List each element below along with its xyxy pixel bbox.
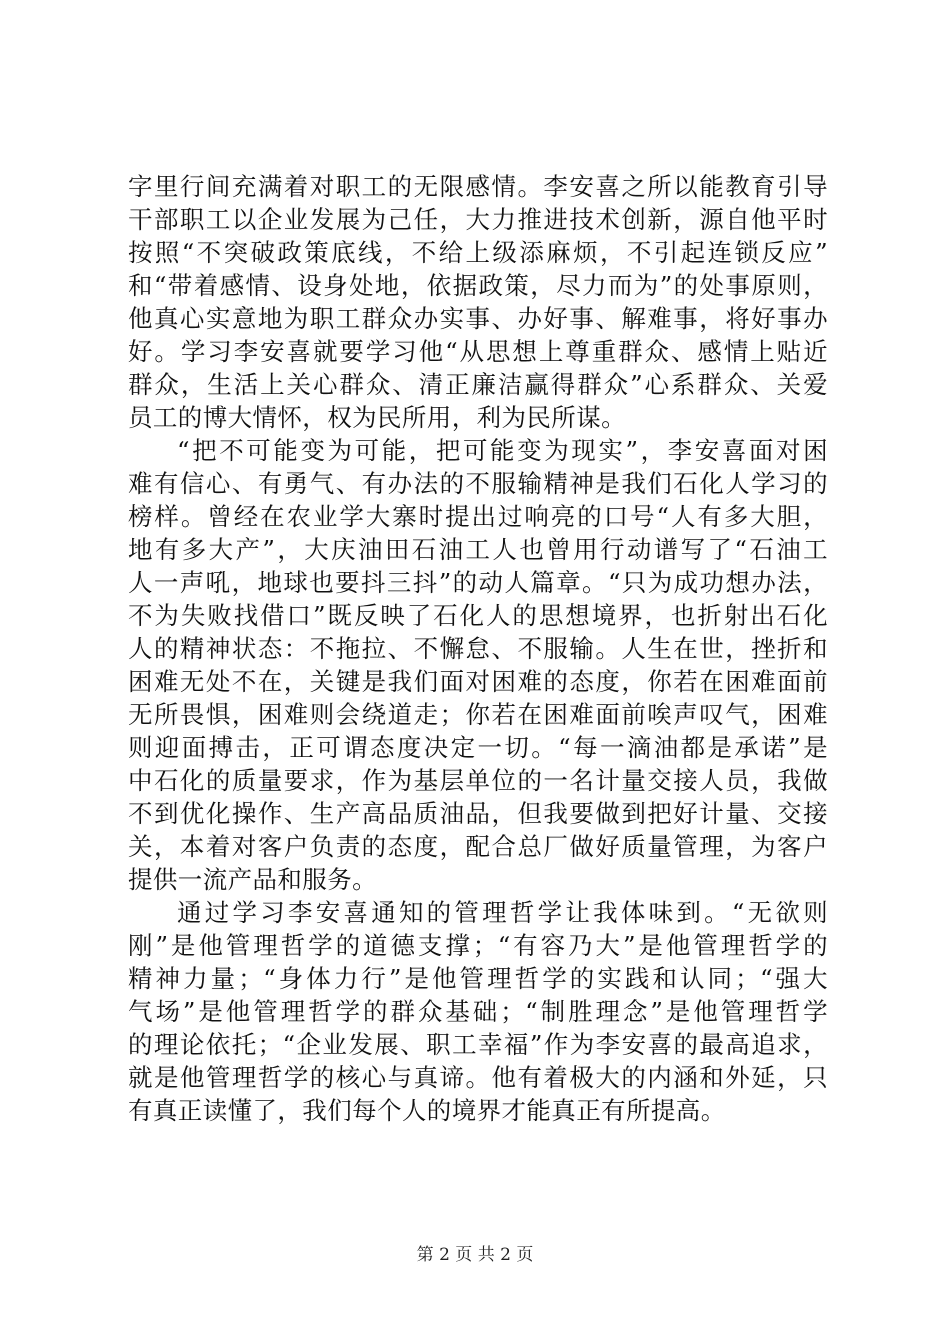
text-line: 有真正读懂了，我们每个人的境界才能真正有所提高。 xyxy=(128,1096,726,1125)
text-line: 榜样。曾经在农业学大寨时提出过响亮的口号“人有多大胆， xyxy=(128,502,828,531)
text-line: 群众，生活上关心群众、清正廉洁赢得群众”心系群众、关爱 xyxy=(128,370,828,399)
document-body xyxy=(128,170,828,1127)
text-line: 无所畏惧，困难则会绕道走；你若在困难面前唉声叹气，困难 xyxy=(128,700,828,729)
text-line: 中石化的质量要求，作为基层单位的一名计量交接人员，我做 xyxy=(128,766,828,795)
text-line: 和“带着感情、设身处地，依据政策，尽力而为”的处事原则， xyxy=(128,271,828,300)
text-line: 的理论依托；“企业发展、职工幸福”作为李安喜的最高追求， xyxy=(128,1030,828,1059)
text-line: 提供一流产品和服务。 xyxy=(128,865,377,894)
text-line: 字里行间充满着对职工的无限感情。李安喜之所以能教育引导 xyxy=(128,172,828,201)
text-line: 他真心实意地为职工群众办实事、办好事、解难事，将好事办 xyxy=(128,304,828,333)
text-line: 难有信心、有勇气、有办法的不服输精神是我们石化人学习的 xyxy=(128,469,828,498)
text-line: 气场”是他管理哲学的群众基础；“制胜理念”是他管理哲学 xyxy=(128,997,828,1026)
text-line: 则迎面搏击，正可谓态度决定一切。“每一滴油都是承诺”是 xyxy=(128,733,828,762)
paragraph-first-line: “把不可能变为可能，把可能变为现实”，李安喜面对困 xyxy=(177,436,828,465)
text-line: 人的精神状态：不拖拉、不懈怠、不服输。人生在世，挫折和 xyxy=(128,634,828,663)
text-line: 地有多大产”，大庆油田石油工人也曾用行动谱写了“石油工 xyxy=(128,535,828,564)
text-line: 不到优化操作、生产高品质油品，但我要做到把好计量、交接 xyxy=(128,799,828,828)
text-line: 困难无处不在，关键是我们面对困难的态度，你若在困难面前 xyxy=(128,667,828,696)
text-line: 精神力量；“身体力行”是他管理哲学的实践和认同；“强大 xyxy=(128,964,828,993)
text-line: 按照“不突破政策底线，不给上级添麻烦，不引起连锁反应” xyxy=(128,238,828,267)
text-line: 就是他管理哲学的核心与真谛。他有着极大的内涵和外延，只 xyxy=(128,1063,828,1092)
text-line: 人一声吼，地球也要抖三抖”的动人篇章。“只为成功想办法， xyxy=(128,568,828,597)
text-line: 刚”是他管理哲学的道德支撑；“有容乃大”是他管理哲学的 xyxy=(128,931,828,960)
paragraph-first-line: 通过学习李安喜通知的管理哲学让我体味到。“无欲则 xyxy=(177,898,828,927)
text-line: 关，本着对客户负责的态度，配合总厂做好质量管理，为客户 xyxy=(128,832,828,861)
text-line: 好。学习李安喜就要学习他“从思想上尊重群众、感情上贴近 xyxy=(128,337,828,366)
text-line: 干部职工以企业发展为己任，大力推进技术创新，源自他平时 xyxy=(128,205,828,234)
page-number-footer: 第 2 页 共 2 页 xyxy=(416,1245,534,1265)
text-line: 员工的博大情怀，权为民所用，利为民所谋。 xyxy=(128,403,626,432)
text-line: 不为失败找借口”既反映了石化人的思想境界，也折射出石化 xyxy=(128,601,828,630)
